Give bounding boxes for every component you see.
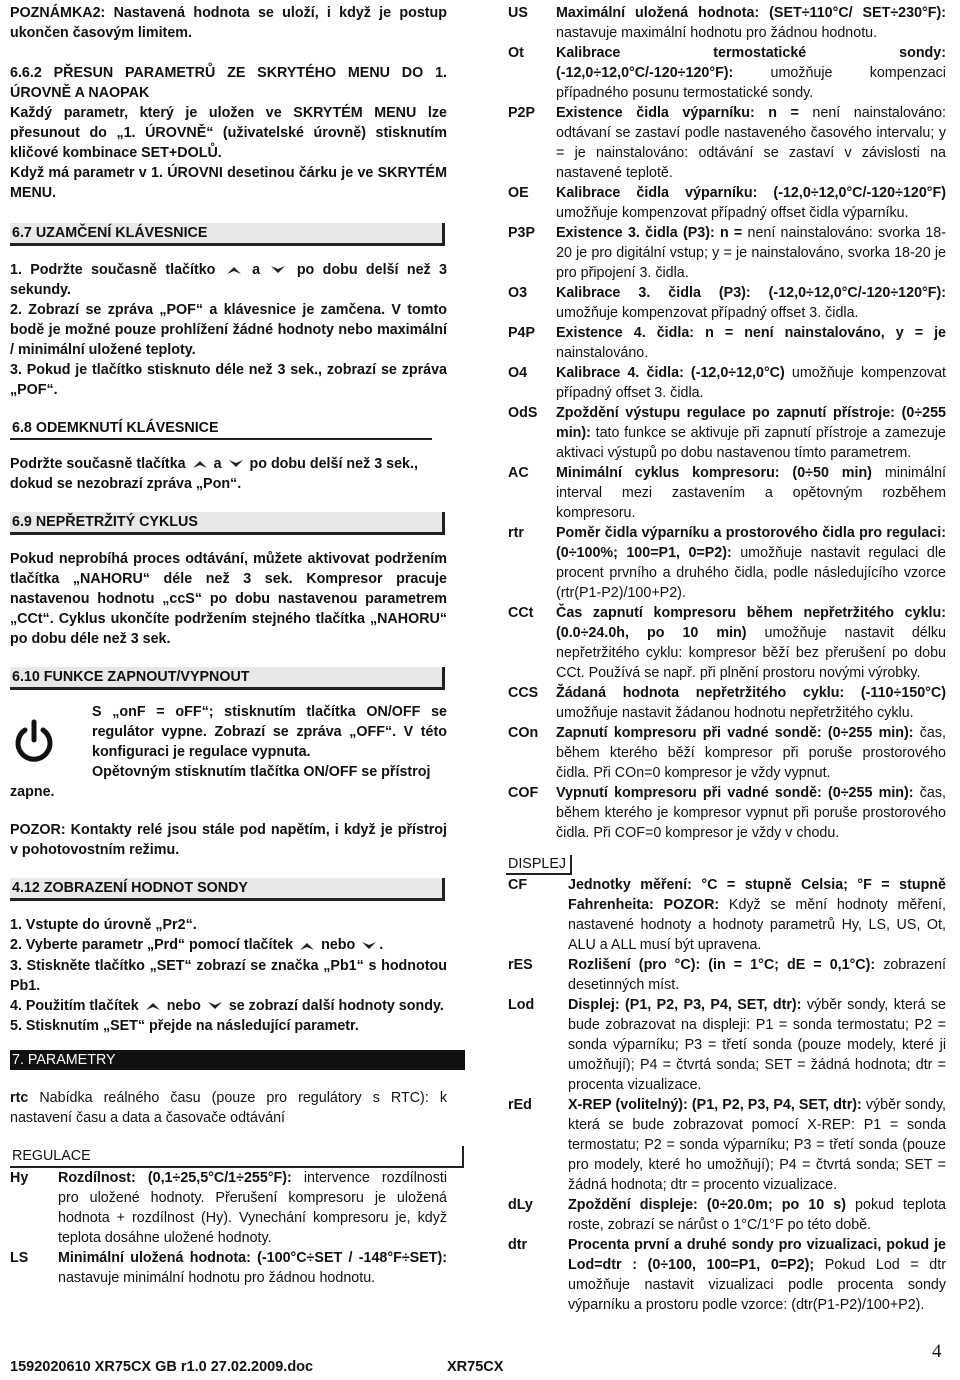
displej-row-description [568,875,946,955]
parameter-row-description [556,43,946,103]
regulace-row [10,1248,447,1288]
displej-row-text: výběr sondy, která se bude zobrazovat na displeji: P1 = sonda termostatu; P2 = sonda výparníku; P3 = třetí sonda (pouze modely, které ji umožňují); P4 = čtvrtá sonda; SET = žádná hodnota; dtr = procenta vizualizace. [568,997,947,1093]
s412-step4-text-c: se zobrazí další hodnoty sondy. [228,997,444,1014]
parameter-row [506,523,946,603]
rtc-paragraph [10,1088,447,1128]
parameter-row [506,363,946,403]
parameter-row [506,723,946,783]
footer-model: XR75CX [447,1359,504,1375]
parameter-row-key: O4 [508,365,528,381]
s610-heading: 6.10 FUNKCE ZAPNOUT/VYPNOUT [10,667,445,690]
displej-row-text: výběr sondy, která se bude zobrazovat pomocí X-REP: P1 = sonda termostatu; P2 = sonda výparníku; P3 = třetí sonda (pouze pro modely, které ho umožňují); P4 = čtvrtá sonda; SET = žádná hodnota; dtr = procento vizualizace. [568,1097,947,1193]
parameter-row-text: minimální interval mezi zastavením a opětovným rozběhem kompresoru. [556,465,946,521]
down-arrow-key-icon [271,260,285,280]
parameter-row-text: čas, během kterého je kompresor vypnut při poruše prostorového čidla. Při COF=0 kompresor je vždy v chodu. [556,785,946,841]
s67-heading: 6.7 UZAMČENÍ KLÁVESNICE [10,223,445,246]
displej-row-description [568,1195,946,1235]
parameter-row-description [556,283,946,323]
regulace-row-title: Minimální uložená hodnota: (-100°C÷SET / -148°F÷SET): [58,1249,447,1266]
parameter-row [506,283,946,323]
parameter-row [506,603,946,683]
s412-step4-text-a: 4. Použitím tlačítek [10,997,139,1014]
parameter-row [506,783,946,843]
parameter-row-text: umožňuje nastavit délku nepřetržitého cyklu: kompresor běží bez přerušení po dobu CCt. Používá se např. při plnění prostoru novými výrobky. [556,625,946,681]
parameter-row [506,223,946,283]
s68-heading: 6.8 ODEMKNUTÍ KLÁVESNICE [10,418,432,440]
parameter-row-description [556,3,946,43]
s412-step4-text-b: nebo [166,997,201,1014]
displej-row-key: CF [508,877,528,893]
displej-row-title: X-REP (volitelný): (P1, P2, P3, P4, SET, dtr): [568,1097,862,1113]
s610-p2: Opětovným stisknutím tlačítka ON/OFF se přístroj [92,764,431,781]
s69-heading: 6.9 NEPŘETRŽITÝ CYKLUS [10,512,445,535]
regulace-row-description [58,1168,447,1248]
displej-row [506,1095,946,1195]
displej-row-key: dtr [508,1237,528,1253]
parameter-row-description [556,603,946,683]
displej-row-text: Pokud Lod = dtr umožňuje nastavit vizualizaci podle procenta sondy výparníku a prostoru podle vzorce: (dtr(P1-P2)/100+P2). [568,1257,946,1313]
parameter-row-title: Žádaná hodnota nepřetržitého cyklu: (-110÷150°C) [556,685,946,701]
parameter-row-title: Zapnutí kompresoru při vadné sondě: (0÷255 min): [556,725,914,741]
rtc-text: Nabídka reálného času (pouze pro regulátory s RTC): k nastavení času a data a časovače odtávání [10,1089,447,1126]
parameter-row-key: OE [508,185,529,201]
rtc-key: rtc [10,1089,29,1106]
s67-step1-text-c: po dobu delší než 3 sekundy. [10,262,447,299]
s67-step1-text-b: a [252,262,261,278]
s412-step3: 3. Stiskněte tlačítko „SET“ zobrazí se značka „Pb1“ s hodnotou Pb1. [10,957,447,994]
parameter-row-text: čas, během kterého běží kompresor při poruše prostorového čidla. Při COn=0 kompresor je vždy vypnut. [556,725,946,781]
s610-block [10,702,447,782]
s412-step2-text-b: nebo [321,937,356,954]
s412-step2 [10,935,447,955]
s610-p3: zapne. [10,784,55,801]
displej-heading [506,855,572,875]
down-arrow-key-icon [208,996,222,1016]
displej-row-description [568,1095,946,1195]
s610-p1: S „onF = oFF“; stisknutím tlačítka ON/OFF se regulátor vypne. Zobrazí se zpráva „OFF“. V této konfiguraci je regulace vypnuta. [92,704,447,761]
parameter-row-key: OdS [508,405,538,421]
displej-row-description [568,995,946,1095]
s68-text-a: Podržte současně tlačítka [10,456,186,473]
parameter-row-key: AC [508,465,529,481]
parameter-row-title: Kalibrace termostatické sondy: (-12,0÷12,0°C/-120÷120°F): [556,45,946,81]
displej-row-text: Když se mění hodnoty měření, nastavené hodnoty a hodnoty parametrů Hy, LS, US, Ot, ALU a ALL musí být upravena. [568,897,946,953]
parameter-row-key: O3 [508,285,528,301]
displej-row-title: Jednotky měření: °C = stupně Celsia; °F = stupně Fahrenheita: POZOR: [568,877,946,913]
regulace-row-key: LS [10,1249,29,1266]
s67-step1-text-a: 1. Podržte současně tlačítko [10,262,216,278]
parameter-row-key: Ot [508,45,524,61]
s68-text-b: a [213,456,222,473]
parameter-row-text: nastavuje maximální hodnotu pro žádnou hodnotu. [556,25,878,41]
down-arrow-key-icon [229,454,243,474]
parameter-list [506,3,946,843]
parameter-row-title: Zpoždění výstupu regulace po zapnutí přístroje: (0÷255 min): [556,405,946,441]
parameter-row-text: není nainstalováno: odtávaní se zastaví podle nastaveného časového intervalu; y = je nainstalováno: odtávání se zastaví v závislosti na nastavené teplotě. [556,105,946,181]
parameter-row-title: Kalibrace čidla výparníku: (-12,0÷12,0°C/-120÷120°F) [556,185,946,201]
displej-row-key: Lod [508,997,535,1013]
footer-document-name: 1592020610 XR75CX GB r1.0 27.02.2009.doc [10,1359,314,1375]
parameter-row-key: US [508,5,528,21]
parameter-row [506,463,946,523]
regulace-row-key: Hy [10,1169,29,1186]
up-arrow-key-icon [146,996,160,1016]
s412-step2-text-a: 2. Vyberte parametr „Prd“ pomocí tlačítek [10,937,294,954]
parameter-row-title: Vypnutí kompresoru při vadné sondě: (0÷255 min): [556,785,914,801]
parameter-row-title: Maximální uložená hodnota: (SET÷110°C/ SET÷230°F): [556,5,946,21]
displej-row [506,995,946,1095]
right-column [506,3,946,1315]
parameter-row-key: P3P [508,225,536,241]
s69-body: Pokud neprobíhá proces odtávání, můžete aktivovat podržením tlačítka „NAHORU“ déle než 3 sek. Kompresor pracuje nastavenou hodnotu „ccS“ po dobu nastavenou parametrem „CCt“. Cyklus ukončíte podržením stejného tlačítka „NAHORU“ po dobu déle než 3 sek. [10,551,447,648]
s662-title: 6.6.2 PŘESUN PARAMETRŮ ZE SKRYTÉHO MENU DO 1. ÚROVNĚ A NAOPAK [10,65,447,101]
s412-step1: 1. Vstupte do úrovně „Pr2“. [10,917,197,934]
regulace-row-text: nastavuje minimální hodnotu pro žádnou hodnotu. [58,1269,376,1286]
displej-row-key: rES [508,957,533,973]
parameter-row-description [556,183,946,223]
parameter-row-description [556,223,946,283]
parameter-row-key: COn [508,725,539,741]
parameter-row [506,183,946,223]
parameter-row-text: umožňuje nastavit žádanou hodnotu nepřetržitého cyklu. [556,705,914,721]
up-arrow-key-icon [227,260,241,280]
parameter-row-description [556,783,946,843]
regulace-row [10,1168,447,1248]
s662-body2: Když má parametr v 1. ÚROVNI desetinou čárku je ve SKRYTÉM MENU. [10,165,447,201]
parameter-row-key: rtr [508,525,524,541]
displej-row-title: Zpoždění displeje: (0÷20.0m; po 10 s) [568,1197,846,1213]
regulace-row-description [58,1248,447,1288]
displej-row-description [568,1235,946,1315]
parameter-row-title: Existence 4. čidla: n = není nainstalováno, y = je [556,325,946,341]
s67-step2: 2. Zobrazí se zpráva „POF“ a klávesnice je zamčena. V tomto bodě je možné pouze prohlížení žádné hodnoty nebo maximální / minimální uložené teploty. [10,302,447,359]
parameter-row [506,3,946,43]
parameter-row-description [556,323,946,363]
displej-row-text: pokud teplota roste, zobrazí se nárůst o 1°C/1°F po této době. [568,1197,946,1233]
parameter-row-description [556,683,946,723]
page-number: 4 [932,1341,942,1362]
displej-row-key: rEd [508,1097,532,1113]
down-arrow-key-icon [362,936,376,956]
s67-step3: 3. Pokud je tlačítko stisknuto déle než 3 sek., zobrazí se zpráva „POF“. [10,362,447,399]
parameter-row-key: P2P [508,105,536,121]
s7-heading: 7. PARAMETRY [10,1050,465,1070]
s412-heading: 4.12 ZOBRAZENÍ HODNOT SONDY [10,878,445,901]
parameter-row-key: CCt [508,605,534,621]
s412-step4 [10,996,447,1016]
s68-text-c: po dobu delší než 3 sek., dokud se nezobrazí zpráva „Pon“. [10,456,418,493]
s67-step1 [10,260,447,300]
parameter-row-title: Existence 3. čidla (P3): n = [556,225,743,241]
parameter-row-text: umožňuje kompenzaci případného posunu termostatické sondy. [556,65,946,101]
parameter-row-text: nainstalováno. [556,345,649,361]
parameter-row-title: Čas zapnutí kompresoru během nepřetržitého cyklu: (0.0÷24.0h, po 10 min) [556,605,946,641]
displej-row-title: Procenta první a druhé sondy pro vizualizaci, pokud je Lod=dtr : (0÷100, 100=P1, 0=P2); [568,1237,946,1273]
displej-row-text: zobrazení desetinných míst. [568,957,946,993]
displej-row [506,1195,946,1235]
parameter-row [506,103,946,183]
parameter-row-description [556,523,946,603]
parameter-row-text: umožňuje kompenzovat případný offset 3. čidla. [556,305,859,321]
displej-list [506,875,946,1315]
parameter-row-title: Minimální cyklus kompresoru: (0÷50 min) [556,465,872,481]
displej-row-title: Rozlišení (pro °C): (in = 1°C; dE = 0,1°C): [568,957,876,973]
parameter-row [506,683,946,723]
regulace-heading: REGULACE [10,1146,464,1168]
up-arrow-key-icon [300,936,314,956]
parameter-row-title: Poměr čidla výparníku a prostorového čidla pro regulaci: (0÷100%; 100=P1, 0=P2): [556,525,946,561]
displej-row-title: Displej: (P1, P2, P3, P4, SET, dtr): [568,997,802,1013]
displej-heading-text: DISPLEJ [508,856,567,872]
regulace-row-title: Rozdílnost: (0,1÷25,5°C/1÷255°F): [58,1169,292,1186]
s68-body [10,454,447,494]
parameter-row-description [556,103,946,183]
parameter-row-text: tato funkce se aktivuje při zapnutí přístroje a zamezuje aktivaci výstupů po dobu nastavenou tímto parametrem. [556,425,946,461]
parameter-row-text: umožňuje kompenzovat případný offset čidla výparníku. [556,205,909,221]
up-arrow-key-icon [193,454,207,474]
s610-warning: POZOR: Kontakty relé jsou stále pod napětím, i když je přístroj v pohotovostním režimu. [10,822,447,859]
parameter-row-title: Kalibrace 4. čidla: (-12,0÷12,0°C) [556,365,785,381]
s412-step2-text-c: . [379,937,384,954]
parameter-row-text: není nainstalováno: svorka 18-20 je pro digitální vstup; y = je nainstalováno, svorka 18-20 je pro připojení 3. čidla. [556,225,946,281]
parameter-row-key: COF [508,785,539,801]
parameter-row-description [556,723,946,783]
parameter-row [506,403,946,463]
parameter-row-text: umožňuje kompenzovat případný offset 3. čidla. [556,365,946,401]
displej-row [506,955,946,995]
parameter-row [506,323,946,363]
parameter-row-description [556,463,946,523]
displej-row-key: dLy [508,1197,533,1213]
s662-body: Každý parametr, který je uložen ve SKRYTÉM MENU lze přesunout do „1. ÚROVNĚ“ (uživatelské úrovně) stisknutím kličové kombinace SET+DOLŮ. [10,105,447,161]
parameter-row-key: P4P [508,325,536,341]
parameter-row-title: Kalibrace 3. čidla (P3): (-12,0÷12,0°C/-120÷120°F): [556,285,946,301]
parameter-row-text: umožňuje nastavit regulaci dle procent prvního a druhého čidla, podle následujícího vzorce (rtr(P1-P2)/100+P2). [556,545,946,601]
displej-row [506,875,946,955]
note-paragraph: POZNÁMKA2: Nastavená hodnota se uloží, i když je postup ukončen časovým limitem. [10,5,447,41]
displej-row-description [568,955,946,995]
parameter-row-key: CCS [508,685,539,701]
parameter-row-description [556,363,946,403]
power-icon [10,702,92,782]
parameter-row [506,43,946,103]
parameter-row-title: Existence čidla výparníku: n = [556,105,799,121]
regulace-list [10,1168,447,1288]
regulace-row-text: intervence rozdílnosti pro uložené hodnoty. Přerušení kompresoru je uložená hodnota + rozdílnost (Hy). Vynechání kompresoru je, když teplota dosáhne uložené hodnoty. [58,1169,447,1246]
parameter-row-description [556,403,946,463]
left-column [10,3,447,1288]
s412-step5: 5. Stisknutím „SET“ přejde na následující parametr. [10,1017,359,1034]
displej-row [506,1235,946,1315]
